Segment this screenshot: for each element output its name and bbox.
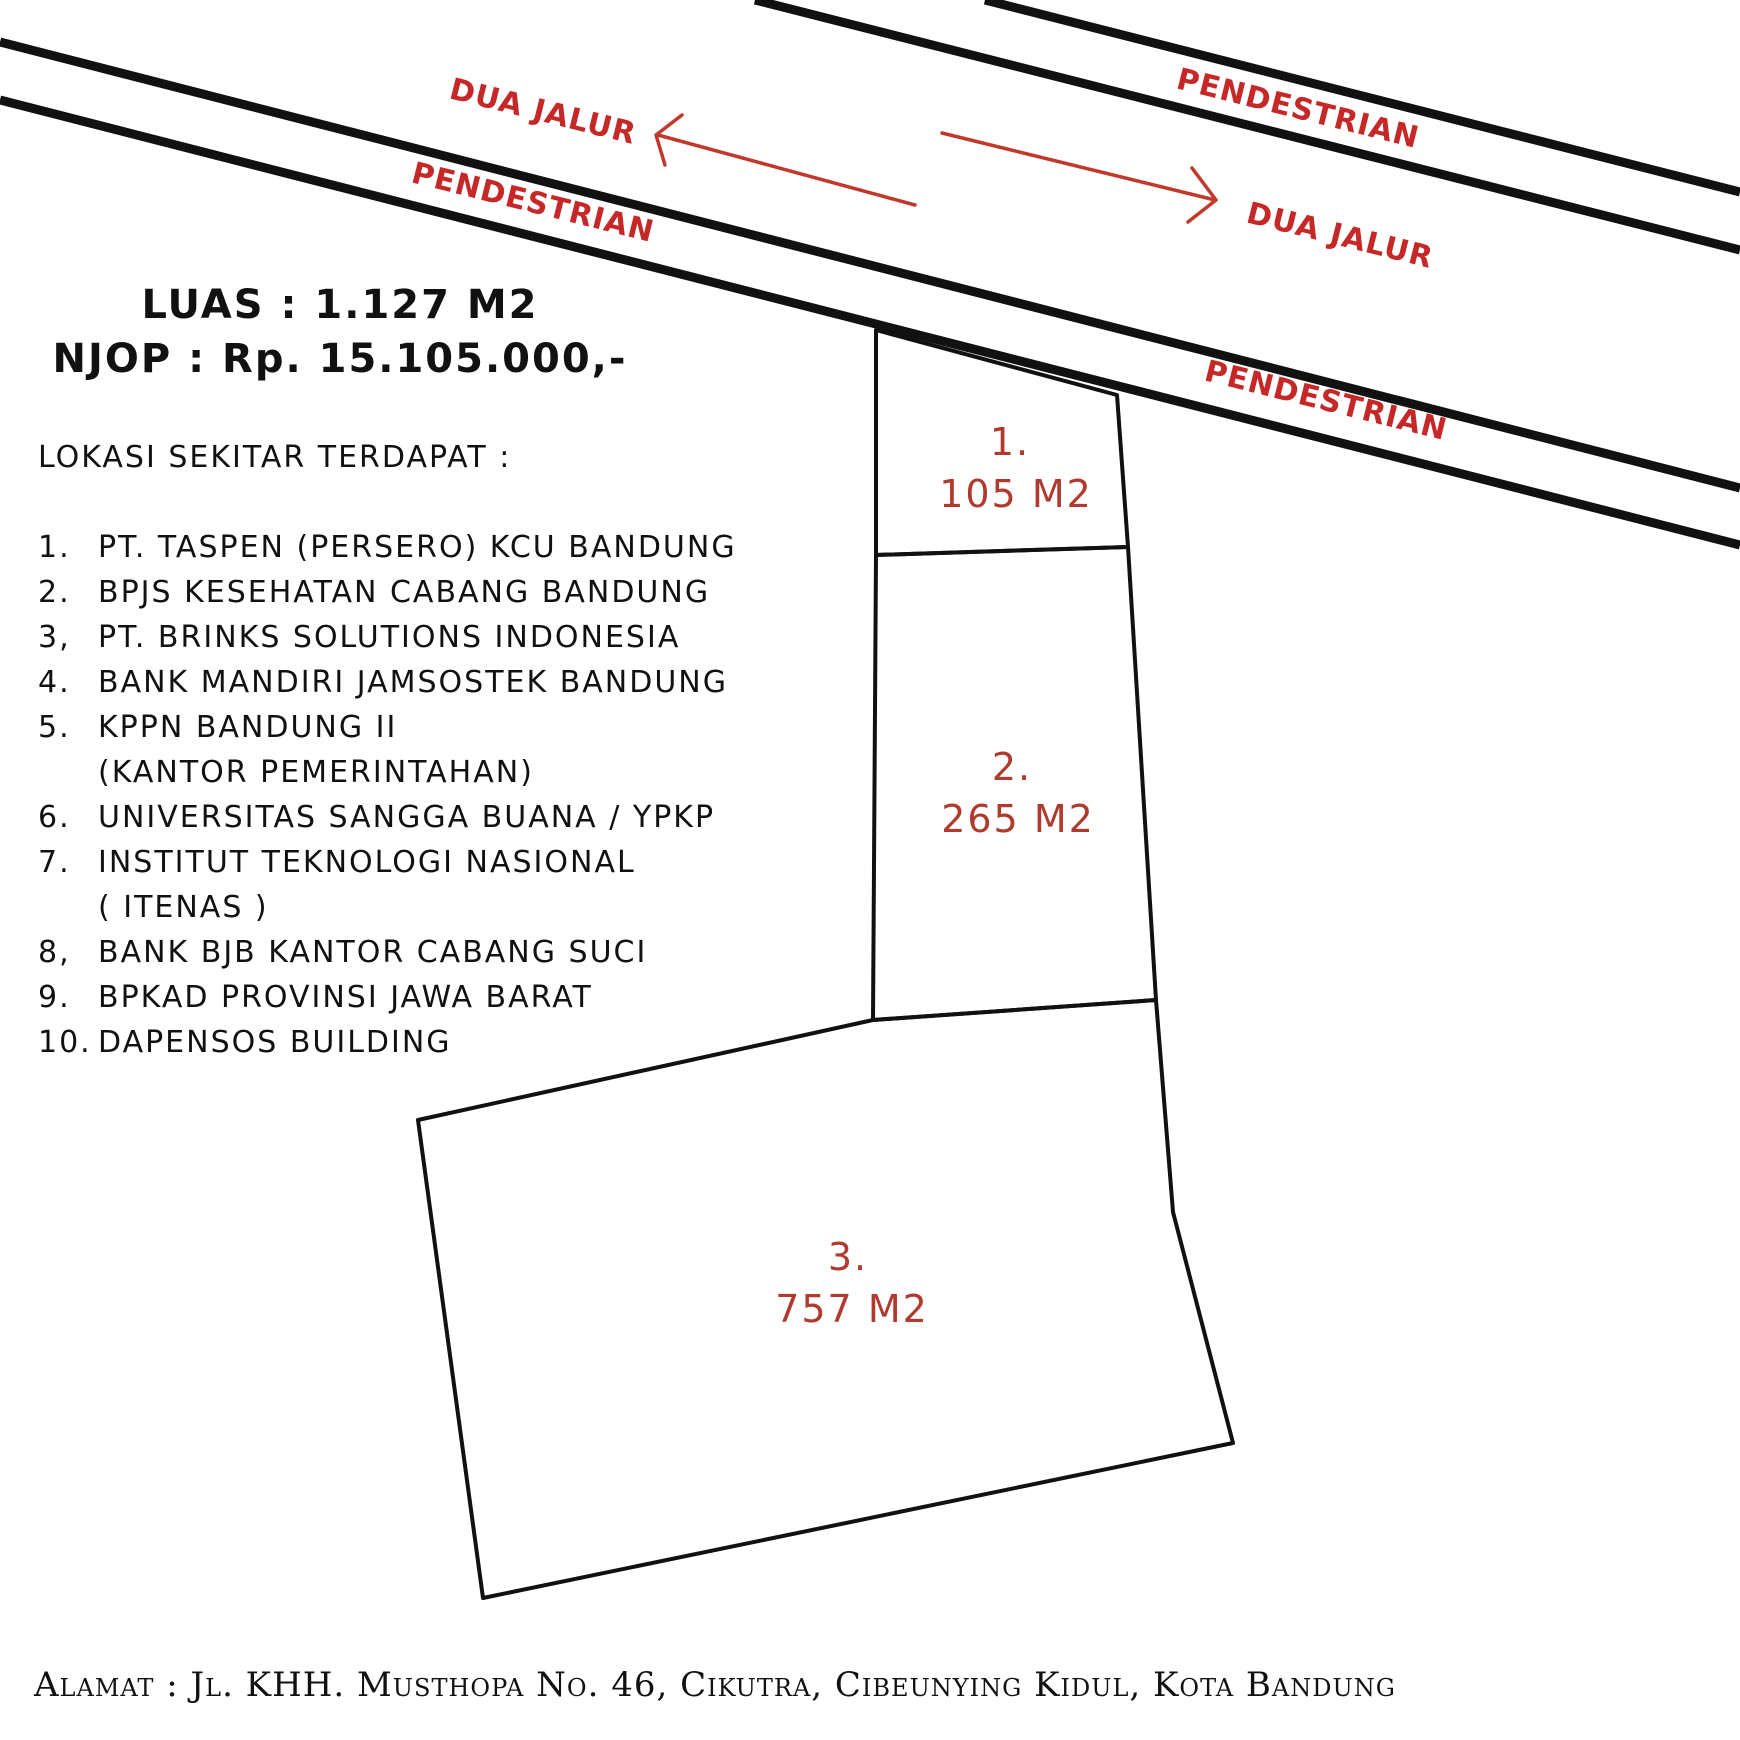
list-item (38, 795, 828, 840)
list-item (38, 885, 828, 930)
list-item-number: 5. (38, 710, 71, 745)
list-item-text: PT. TASPEN (PERSERO) KCU BANDUNG (98, 530, 737, 565)
list-item (38, 975, 828, 1020)
nearby-locations (38, 440, 828, 1065)
list-item-number: 8, (38, 935, 71, 970)
area-total: LUAS : 1.127 M2 (141, 282, 539, 328)
list-item-number (38, 885, 98, 930)
list-item-number: 2. (38, 575, 71, 610)
list-item-text: DAPENSOS BUILDING (98, 1025, 452, 1060)
arrow-right-icon (942, 133, 1216, 222)
list-item (38, 840, 828, 885)
list-item-text: INSTITUT TEKNOLOGI NASIONAL (98, 845, 636, 880)
lot-3-number: 3. (827, 1235, 869, 1279)
list-item-number: 10. (38, 1025, 92, 1060)
list-item-text: BANK MANDIRI JAMSOSTEK BANDUNG (98, 665, 728, 700)
pedestrian-label-top: PENDESTRIAN (1173, 61, 1423, 156)
road-edge-upper-outer (985, 0, 1740, 192)
list-item-text: ( ITENAS ) (98, 890, 269, 925)
list-item-text: UNIVERSITAS SANGGA BUANA / YPKP (98, 800, 716, 835)
list-item-number: 1. (38, 530, 71, 565)
two-lane-label-right: DUA JALUR (1243, 195, 1437, 276)
lot-1-number: 1. (989, 420, 1031, 464)
lot-3-area: 757 M2 (775, 1287, 929, 1331)
list-item-text: PT. BRINKS SOLUTIONS INDONESIA (98, 620, 681, 655)
lot-2-area: 265 M2 (941, 797, 1095, 841)
list-item-number: 7. (38, 845, 71, 880)
list-item (38, 615, 828, 660)
address-line: Alamat : Jl. KHH. Musthopa No. 46, Cikutra, Cibeunying Kidul, Kota Bandung (34, 1665, 1396, 1705)
nearby-heading: LOKASI SEKITAR TERDAPAT : (38, 440, 512, 475)
nearby-list (38, 525, 828, 1065)
road-edge-lower-outer (0, 42, 1740, 488)
list-item-text: (KANTOR PEMERINTAHAN) (98, 755, 534, 790)
pedestrian-label-lower: PENDESTRIAN (1201, 353, 1451, 448)
list-item-number (38, 750, 98, 795)
list-item-text: BPJS KESEHATAN CABANG BANDUNG (98, 575, 711, 610)
list-item-number: 4. (38, 665, 71, 700)
lot-1-area: 105 M2 (939, 472, 1093, 516)
list-item-text: BPKAD PROVINSI JAWA BARAT (98, 980, 593, 1015)
list-item-number: 6. (38, 800, 71, 835)
list-item (38, 570, 828, 615)
list-item (38, 750, 828, 795)
list-item (38, 1020, 828, 1065)
arrow-left-icon (656, 115, 915, 205)
list-item (38, 525, 828, 570)
pedestrian-label-middle: PENDESTRIAN (408, 155, 658, 250)
property-summary (40, 278, 640, 386)
list-item-number: 3, (38, 620, 71, 655)
list-item (38, 930, 828, 975)
lot-2-number: 2. (991, 745, 1033, 789)
list-item-number: 9. (38, 980, 71, 1015)
list-item (38, 705, 828, 750)
two-lane-label-left: DUA JALUR (446, 71, 640, 152)
list-item-text: KPPN BANDUNG II (98, 710, 398, 745)
njop-value: NJOP : Rp. 15.105.000,- (52, 336, 628, 382)
list-item (38, 660, 828, 705)
list-item-text: BANK BJB KANTOR CABANG SUCI (98, 935, 648, 970)
